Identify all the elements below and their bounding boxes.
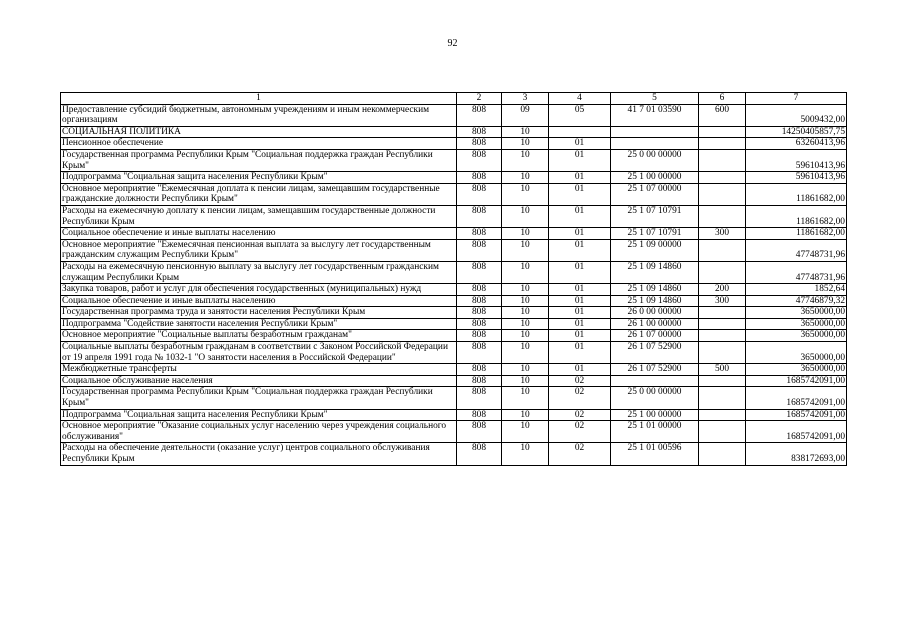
row-sum-cell: 838172693,00 <box>746 443 847 465</box>
row-sum-cell: 1852,64 <box>746 284 847 296</box>
table-row <box>61 307 847 319</box>
row-sum-cell: 5009432,00 <box>746 104 847 126</box>
row-pr-cell: 02 <box>549 421 611 443</box>
row-pr-cell: 02 <box>549 443 611 465</box>
row-name-cell: Подпрограмма "Социальная защита населения Республики Крым" <box>61 409 457 421</box>
table-row <box>61 364 847 376</box>
row-vr-cell <box>699 172 746 184</box>
row-sum-cell: 59610413,96 <box>746 149 847 171</box>
row-pr-cell: 01 <box>549 228 611 240</box>
row-vr-cell <box>699 342 746 364</box>
row-sum-cell: 1685742091,00 <box>746 421 847 443</box>
row-vr-cell: 500 <box>699 364 746 376</box>
row-pr-cell: 01 <box>549 295 611 307</box>
row-vr-cell <box>699 138 746 150</box>
row-name-cell: Государственная программа Республики Крым "Социальная поддержка граждан Республики Крым" <box>61 149 457 171</box>
row-pr-cell: 02 <box>549 375 611 387</box>
row-rz-cell: 10 <box>502 205 549 227</box>
row-gr-cell: 808 <box>457 261 502 283</box>
row-gr-cell: 808 <box>457 284 502 296</box>
table-row <box>61 284 847 296</box>
row-name-cell: Социальное обеспечение и иные выплаты населению <box>61 295 457 307</box>
row-csr-cell: 25 1 00 00000 <box>611 409 699 421</box>
row-rz-cell: 10 <box>502 409 549 421</box>
row-rz-cell: 10 <box>502 375 549 387</box>
table-row <box>61 261 847 283</box>
row-name-cell: Подпрограмма "Социальная защита населения Республики Крым" <box>61 172 457 184</box>
row-sum-cell: 1685742091,00 <box>746 387 847 409</box>
column-number: 4 <box>549 93 611 105</box>
row-name-cell: Основное мероприятие "Ежемесячная пенсионная выплата за выслугу лет государственным гражданским служащим Республики Крым" <box>61 239 457 261</box>
row-vr-cell <box>699 183 746 205</box>
row-pr-cell: 01 <box>549 284 611 296</box>
table-row <box>61 409 847 421</box>
row-vr-cell <box>699 149 746 171</box>
column-number: 7 <box>746 93 847 105</box>
table-row <box>61 228 847 240</box>
column-number: 5 <box>611 93 699 105</box>
row-name-cell: Социальное обеспечение и иные выплаты населению <box>61 228 457 240</box>
row-pr-cell: 02 <box>549 387 611 409</box>
row-rz-cell: 10 <box>502 342 549 364</box>
row-sum-cell: 59610413,96 <box>746 172 847 184</box>
row-sum-cell: 11861682,00 <box>746 183 847 205</box>
row-gr-cell: 808 <box>457 183 502 205</box>
row-vr-cell <box>699 443 746 465</box>
row-gr-cell: 808 <box>457 318 502 330</box>
row-vr-cell <box>699 126 746 138</box>
table-row <box>61 183 847 205</box>
row-gr-cell: 808 <box>457 228 502 240</box>
row-rz-cell: 10 <box>502 387 549 409</box>
row-sum-cell: 3650000,00 <box>746 318 847 330</box>
row-vr-cell <box>699 205 746 227</box>
row-pr-cell: 01 <box>549 364 611 376</box>
row-name-cell: Государственная программа Республики Крым "Социальная поддержка граждан Республики Крым" <box>61 387 457 409</box>
row-csr-cell: 25 1 07 10791 <box>611 205 699 227</box>
table-row <box>61 126 847 138</box>
row-name-cell: Основное мероприятие "Социальные выплаты безработным гражданам" <box>61 330 457 342</box>
row-name-cell: Основное мероприятие "Ежемесячная доплата к пенсии лицам, замещавшим государственные гражданские должности Республики Крым" <box>61 183 457 205</box>
column-number: 3 <box>502 93 549 105</box>
row-pr-cell: 01 <box>549 330 611 342</box>
row-name-cell: Государственная программа труда и занятости населения Республики Крым <box>61 307 457 319</box>
row-rz-cell: 10 <box>502 126 549 138</box>
row-name-cell: Закупка товаров, работ и услуг для обеспечения государственных (муниципальных) нужд <box>61 284 457 296</box>
row-csr-cell: 25 1 09 00000 <box>611 239 699 261</box>
row-pr-cell: 01 <box>549 307 611 319</box>
row-gr-cell: 808 <box>457 375 502 387</box>
row-rz-cell: 10 <box>502 307 549 319</box>
row-rz-cell: 10 <box>502 421 549 443</box>
row-sum-cell: 63260413,96 <box>746 138 847 150</box>
table-row <box>61 239 847 261</box>
row-csr-cell: 26 1 00 00000 <box>611 318 699 330</box>
row-rz-cell: 10 <box>502 239 549 261</box>
row-csr-cell: 26 1 07 52900 <box>611 342 699 364</box>
column-number: 6 <box>699 93 746 105</box>
row-sum-cell: 3650000,00 <box>746 342 847 364</box>
row-sum-cell: 47748731,96 <box>746 239 847 261</box>
row-gr-cell: 808 <box>457 138 502 150</box>
row-gr-cell: 808 <box>457 239 502 261</box>
row-sum-cell: 11861682,00 <box>746 228 847 240</box>
row-gr-cell: 808 <box>457 421 502 443</box>
row-vr-cell: 200 <box>699 284 746 296</box>
row-pr-cell: 01 <box>549 172 611 184</box>
table-row <box>61 295 847 307</box>
row-pr-cell: 05 <box>549 104 611 126</box>
row-csr-cell: 25 1 09 14860 <box>611 295 699 307</box>
row-rz-cell: 10 <box>502 261 549 283</box>
row-rz-cell: 10 <box>502 183 549 205</box>
row-pr-cell: 01 <box>549 183 611 205</box>
row-vr-cell <box>699 318 746 330</box>
row-vr-cell <box>699 307 746 319</box>
table-row <box>61 172 847 184</box>
row-gr-cell: 808 <box>457 172 502 184</box>
row-csr-cell: 41 7 01 03590 <box>611 104 699 126</box>
row-csr-cell: 26 1 07 52900 <box>611 364 699 376</box>
row-rz-cell: 10 <box>502 330 549 342</box>
row-pr-cell: 01 <box>549 342 611 364</box>
row-gr-cell: 808 <box>457 409 502 421</box>
column-number-row <box>61 93 847 105</box>
row-sum-cell: 11861682,00 <box>746 205 847 227</box>
row-name-cell: Расходы на обеспечение деятельности (оказание услуг) центров социального обслуживания Республики Крым <box>61 443 457 465</box>
row-rz-cell: 10 <box>502 364 549 376</box>
row-csr-cell: 25 1 07 10791 <box>611 228 699 240</box>
row-gr-cell: 808 <box>457 104 502 126</box>
budget-table <box>60 92 847 466</box>
row-pr-cell: 01 <box>549 138 611 150</box>
row-name-cell: Основное мероприятие "Оказание социальных услуг населению через учреждения социального обслуживания" <box>61 421 457 443</box>
row-sum-cell: 3650000,00 <box>746 307 847 319</box>
row-vr-cell: 300 <box>699 295 746 307</box>
row-gr-cell: 808 <box>457 295 502 307</box>
row-name-cell: Социальное обслуживание населения <box>61 375 457 387</box>
row-csr-cell: 26 1 07 00000 <box>611 330 699 342</box>
row-name-cell: Межбюджетные трансферты <box>61 364 457 376</box>
row-name-cell: Пенсионное обеспечение <box>61 138 457 150</box>
row-rz-cell: 10 <box>502 295 549 307</box>
row-pr-cell: 01 <box>549 239 611 261</box>
table-row <box>61 104 847 126</box>
row-csr-cell <box>611 375 699 387</box>
row-vr-cell <box>699 409 746 421</box>
row-vr-cell <box>699 387 746 409</box>
row-pr-cell <box>549 126 611 138</box>
table-row <box>61 318 847 330</box>
row-gr-cell: 808 <box>457 342 502 364</box>
page-number: 92 <box>447 38 458 49</box>
row-pr-cell: 01 <box>549 318 611 330</box>
row-rz-cell: 10 <box>502 318 549 330</box>
row-csr-cell: 25 1 07 00000 <box>611 183 699 205</box>
table-row <box>61 342 847 364</box>
row-name-cell: Расходы на ежемесячную пенсионную выплату за выслугу лет государственным гражданским служащим Республики Крым <box>61 261 457 283</box>
row-sum-cell: 47746879,32 <box>746 295 847 307</box>
table-row <box>61 138 847 150</box>
table-row <box>61 205 847 227</box>
row-rz-cell: 10 <box>502 228 549 240</box>
row-csr-cell <box>611 138 699 150</box>
row-name-cell: СОЦИАЛЬНАЯ ПОЛИТИКА <box>61 126 457 138</box>
row-gr-cell: 808 <box>457 364 502 376</box>
row-csr-cell <box>611 126 699 138</box>
column-number: 2 <box>457 93 502 105</box>
row-gr-cell: 808 <box>457 330 502 342</box>
row-gr-cell: 808 <box>457 126 502 138</box>
row-vr-cell <box>699 261 746 283</box>
table-row <box>61 375 847 387</box>
row-gr-cell: 808 <box>457 149 502 171</box>
row-pr-cell: 01 <box>549 205 611 227</box>
row-csr-cell: 25 1 01 00596 <box>611 443 699 465</box>
table-row <box>61 330 847 342</box>
row-rz-cell: 10 <box>502 138 549 150</box>
row-vr-cell <box>699 421 746 443</box>
row-rz-cell: 10 <box>502 172 549 184</box>
row-sum-cell: 14250405857,75 <box>746 126 847 138</box>
row-name-cell: Предоставление субсидий бюджетным, автономным учреждениям и иным некоммерческим организациям <box>61 104 457 126</box>
row-csr-cell: 26 0 00 00000 <box>611 307 699 319</box>
table-row <box>61 443 847 465</box>
row-rz-cell: 10 <box>502 149 549 171</box>
row-vr-cell <box>699 330 746 342</box>
row-vr-cell: 600 <box>699 104 746 126</box>
table-row <box>61 149 847 171</box>
row-pr-cell: 01 <box>549 149 611 171</box>
column-number: 1 <box>61 93 457 105</box>
row-sum-cell: 47748731,96 <box>746 261 847 283</box>
row-name-cell: Подпрограмма "Содействие занятости населения Республики Крым" <box>61 318 457 330</box>
row-gr-cell: 808 <box>457 443 502 465</box>
table-row <box>61 387 847 409</box>
row-csr-cell: 25 0 00 00000 <box>611 387 699 409</box>
row-vr-cell <box>699 375 746 387</box>
table-row <box>61 421 847 443</box>
row-vr-cell: 300 <box>699 228 746 240</box>
row-rz-cell: 09 <box>502 104 549 126</box>
row-sum-cell: 3650000,00 <box>746 364 847 376</box>
row-pr-cell: 02 <box>549 409 611 421</box>
row-csr-cell: 25 0 00 00000 <box>611 149 699 171</box>
row-rz-cell: 10 <box>502 284 549 296</box>
row-csr-cell: 25 1 09 14860 <box>611 261 699 283</box>
row-gr-cell: 808 <box>457 307 502 319</box>
row-sum-cell: 3650000,00 <box>746 330 847 342</box>
row-rz-cell: 10 <box>502 443 549 465</box>
row-gr-cell: 808 <box>457 387 502 409</box>
row-csr-cell: 25 1 09 14860 <box>611 284 699 296</box>
row-csr-cell: 25 1 00 00000 <box>611 172 699 184</box>
row-pr-cell: 01 <box>549 261 611 283</box>
row-csr-cell: 25 1 01 00000 <box>611 421 699 443</box>
row-vr-cell <box>699 239 746 261</box>
row-name-cell: Социальные выплаты безработным гражданам в соответствии с Законом Российской Федерации от 19 апреля 1991 года № 1032-1 "О занятости населения в Российской Федерации" <box>61 342 457 364</box>
row-sum-cell: 1685742091,00 <box>746 409 847 421</box>
row-gr-cell: 808 <box>457 205 502 227</box>
row-name-cell: Расходы на ежемесячную доплату к пенсии лицам, замещавшим государственные должности Республики Крым <box>61 205 457 227</box>
row-sum-cell: 1685742091,00 <box>746 375 847 387</box>
